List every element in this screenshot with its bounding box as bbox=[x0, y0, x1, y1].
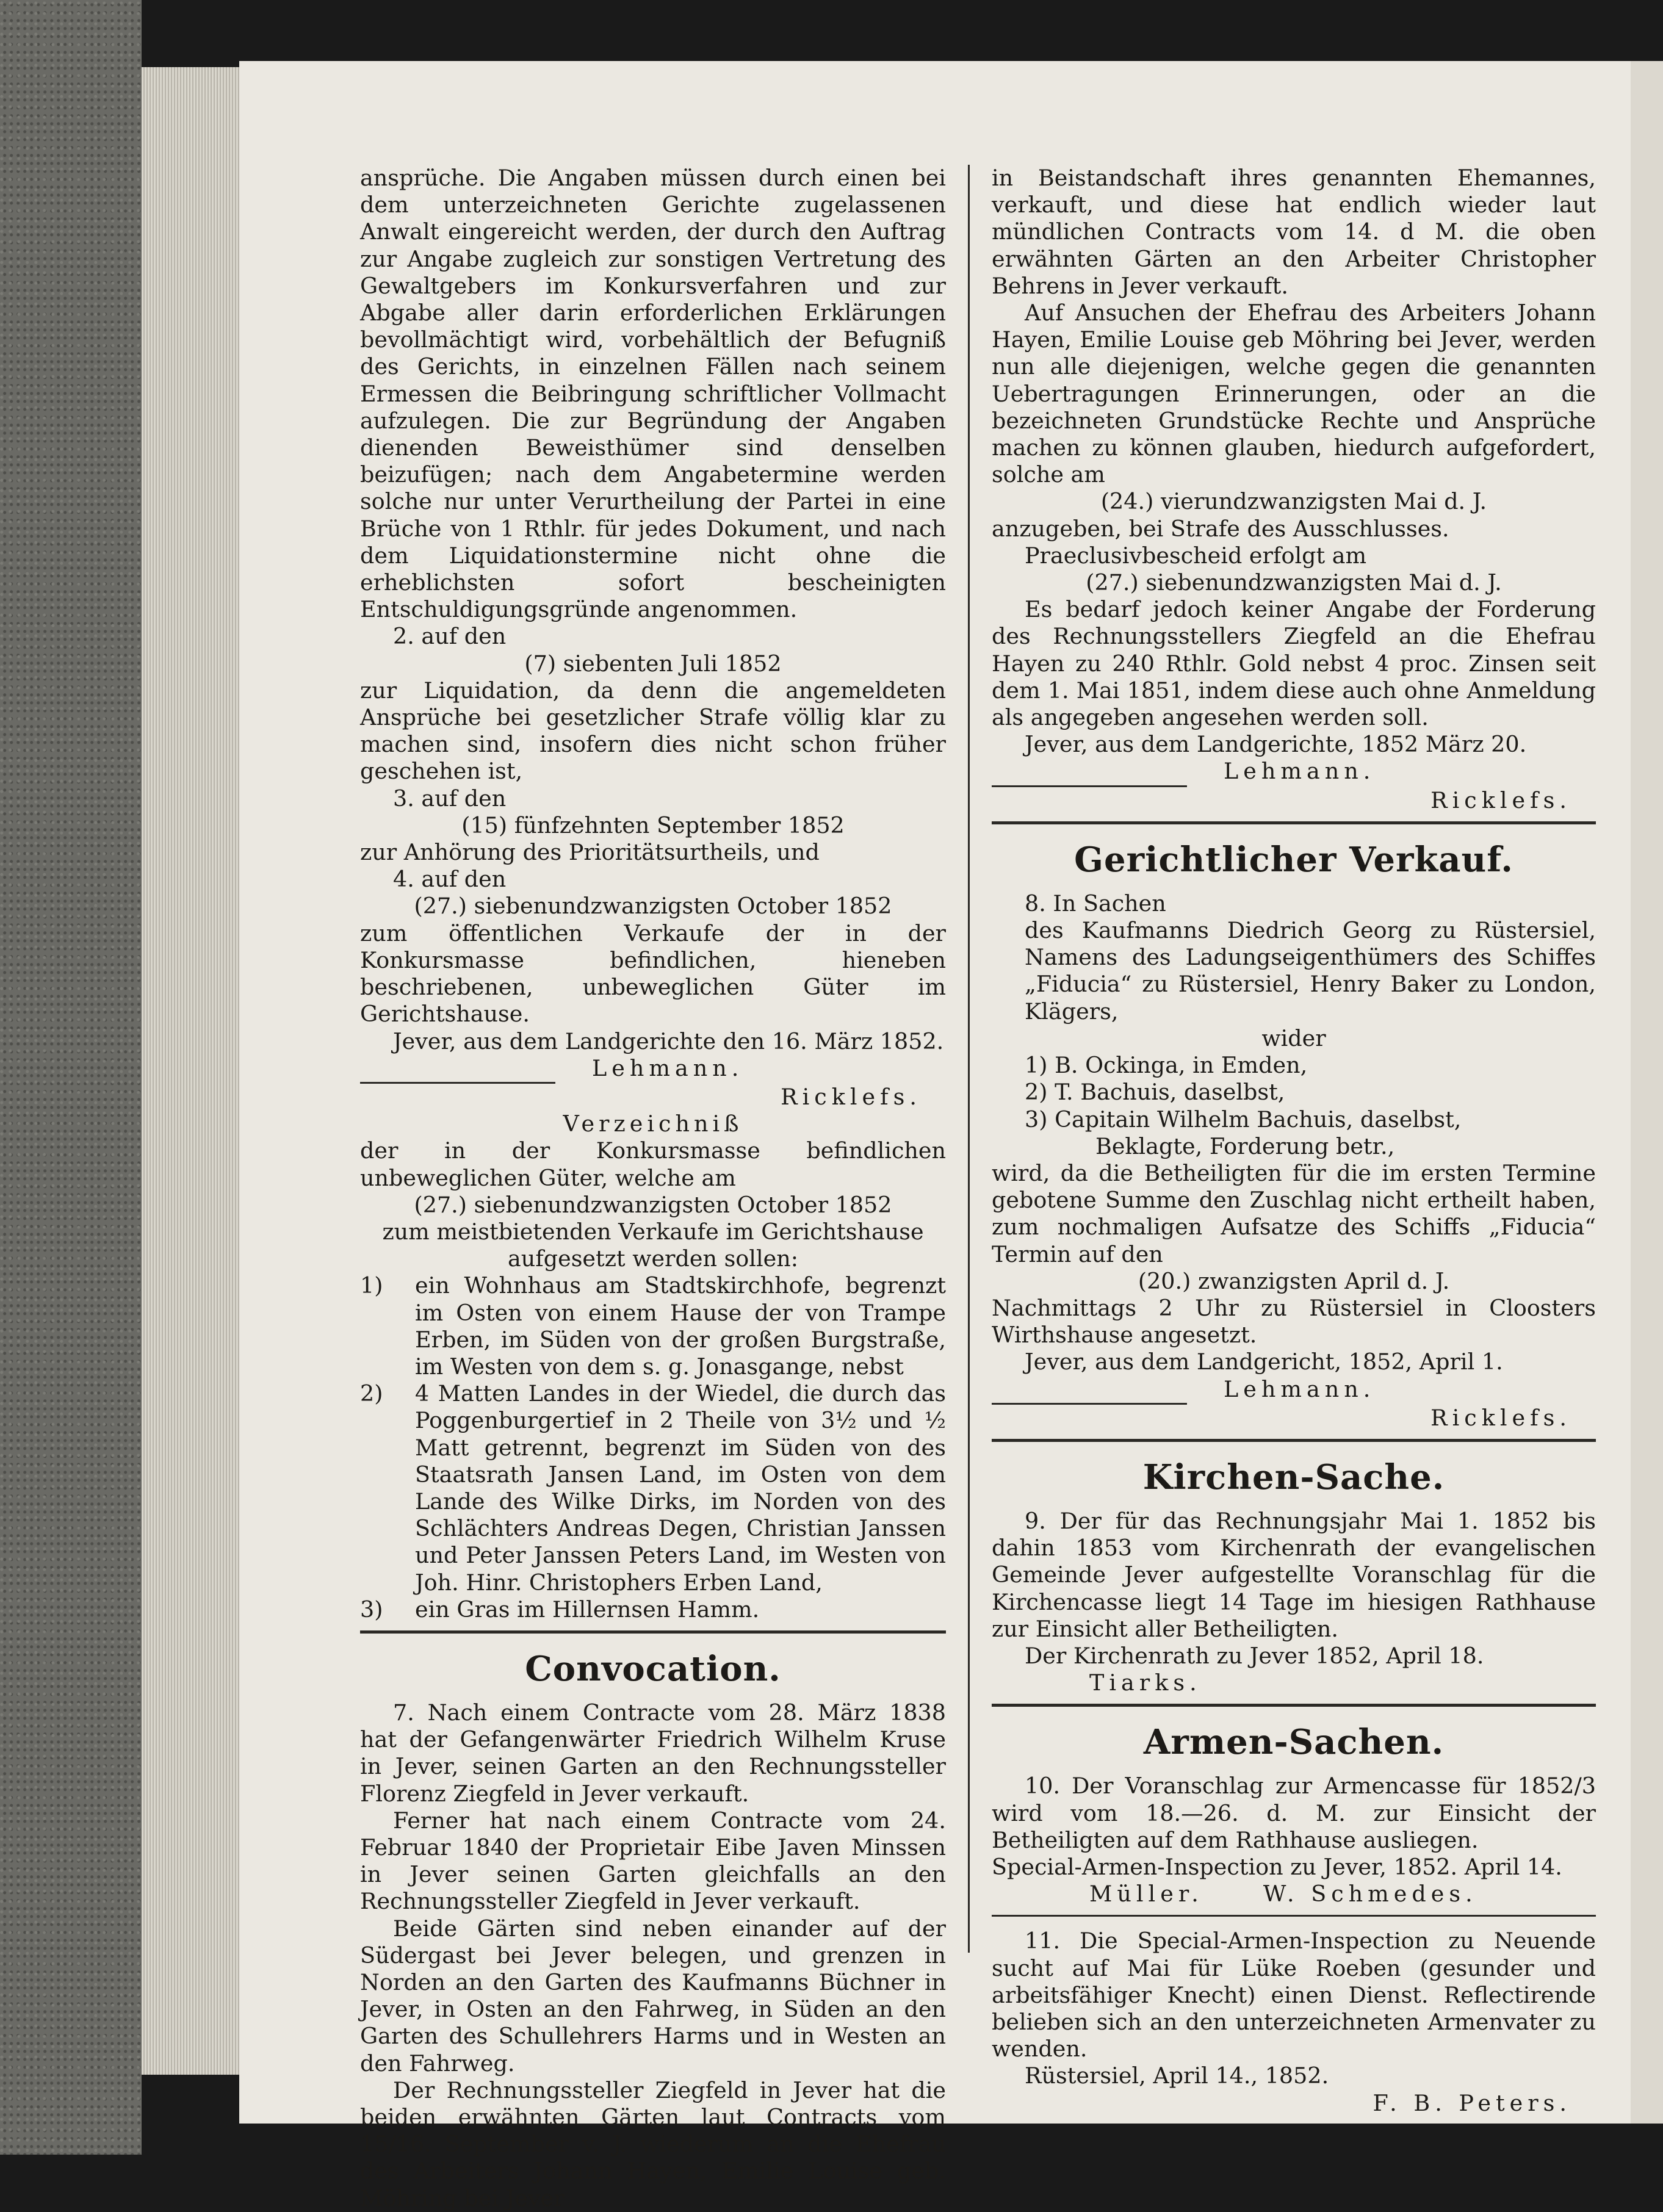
date-line: (7) siebenten Juli 1852 bbox=[524, 650, 782, 677]
text-paragraph: wird, da die Betheiligten für die im ersten Termine gebotene Summe den Zuschlag nicht ertheilt haben, zum nochmaligen Aufsatze des Schiffs „Fiducia“ Termin auf den bbox=[992, 1159, 1596, 1267]
section-divider bbox=[992, 821, 1596, 824]
list-item: 3) ein Gras im Hillernsen Hamm. bbox=[360, 1596, 760, 1623]
text-paragraph: des Kaufmanns Diedrich Georg zu Rüstersiel, Namens des Ladungseigenthümers des Schiffes „Fiducia“ zu Rüstersiel, Henry Baker zu London, Klägers, bbox=[1025, 917, 1596, 1025]
defendant-line: 2) T. Bachuis, daselbst, bbox=[1025, 1079, 1285, 1106]
text-paragraph: Nachmittags 2 Uhr zu Rüstersiel in Cloosters Wirthshause angesetzt. bbox=[992, 1294, 1596, 1349]
text-line: wider bbox=[1261, 1025, 1326, 1051]
date-line: (27.) siebenundzwanzigsten October 1852 bbox=[414, 1191, 892, 1218]
left-column bbox=[360, 165, 946, 2212]
text-paragraph: Auf Ansuchen der Ehefrau des Arbeiters Johann Hayen, Emilie Louise geb Möhring bei Jever, werden nun alle diejenigen, welche gegen die genannten Uebertragungen Erinnerungen, oder an die bezeichneten Grundstücke Rechte und Ansprüche machen zu können glauben, hiedurch aufgefordert, solche am bbox=[992, 300, 1596, 488]
section-divider bbox=[992, 1439, 1596, 1442]
text-line: Special-Armen-Inspection zu Jever, 1852. April 14. bbox=[992, 1853, 1562, 1880]
text-paragraph: Es bedarf jedoch keiner Angabe der Forderung des Rechnungsstellers Ziegfeld an die Ehefrau Hayen zu 240 Rthlr. Gold nebst 4 proc. Zinsen seit dem 1. Mai 1851, indem diese auch ohne Anmeldung als angegeben angesehen werden soll. bbox=[992, 596, 1596, 731]
text-line: 2. auf den bbox=[393, 623, 507, 650]
text-paragraph: in Beistandschaft ihres genannten Ehemannes, verkauft, und diese hat endlich wieder laut mündlichen Contracts vom 14. d M. die oben erwähnten Gärten an den Arbeiter Christopher Behrens in Jever verkauft. bbox=[992, 165, 1596, 299]
signature: Lehmann. bbox=[1224, 1375, 1376, 1402]
right-column bbox=[992, 165, 1596, 2117]
text-paragraph: zum meistbietenden Verkaufe im Gerichtshause aufgesetzt werden sollen: bbox=[382, 1218, 924, 1272]
signature: Lehmann. bbox=[592, 1054, 744, 1081]
text-paragraph: ansprüche. Die Angaben müssen durch einen bei dem unterzeichneten Gerichte zugelassenen Anwalt eingereicht werden, der durch den Auftrag zur Angabe zugleich zur sonstigen Vertretung des Gewaltgebers im Konkursverfahren und zur Abgabe aller darin erforderlichen Erklärungen bevollmächtigt wird, vorbehältlich der Befugniß des Gerichts, in einzelnen Fällen nach seinem Ermessen die Beibringung schriftlicher Vollmacht aufzulegen. Die zur Begründung der Angaben dienenden Beweisthümer sind denselben beizufügen; nach dem Angabetermine werden solche nur unter Verurtheilung der Partei in eine Brüche von 1 Rthlr. für jedes Dokument, und nach dem Liquidationstermine nicht ohne die erheblichsten sofort bescheinigten Entschuldigungsgründe angenommen. bbox=[360, 165, 946, 623]
text-line: anzugeben, bei Strafe des Ausschlusses. bbox=[992, 515, 1449, 542]
place-date-line: Jever, aus dem Landgerichte, 1852 März 20. bbox=[1025, 731, 1527, 758]
section-divider bbox=[360, 1630, 946, 1634]
signature: Ricklefs. bbox=[1430, 1404, 1571, 1431]
text-line: Der Kirchenrath zu Jever 1852, April 18. bbox=[1025, 1642, 1484, 1669]
text-line: Beklagte, Forderung betr., bbox=[1095, 1133, 1395, 1159]
book-binding bbox=[0, 0, 142, 2155]
text-line: 8. In Sachen bbox=[1025, 890, 1166, 917]
text-paragraph: 9. Der für das Rechnungsjahr Mai 1. 1852 bis dahin 1853 vom Kirchenrath der evangelischen Gemeinde Jever aufgestellte Voranschlag für die Kirchencasse liegt 14 Tage im hiesigen Rathhause zur Einsicht aller Betheiligten. bbox=[992, 1507, 1596, 1642]
signature: Tiarks. bbox=[1089, 1670, 1202, 1696]
text-paragraph: zur Liquidation, da denn die angemeldeten Ansprüche bei gesetzlicher Strafe völlig klar zu machen sind, insofern dies nicht schon früher geschehen ist, bbox=[360, 677, 946, 785]
text-paragraph: Der Rechnungssteller Ziegfeld in Jever hat die beiden erwähnten Gärten laut Contracts vom 15/16. September v. J. wiederum an die Ehefrau des Arbeiters Johann Hayen, Emilie Louise geb. Möhring bei Jever bbox=[360, 2077, 946, 2211]
column-divider bbox=[968, 165, 970, 1953]
heading-gerichtlicher-verkauf: Gerichtlicher Verkauf. bbox=[1074, 839, 1513, 880]
text-paragraph: 10. Der Voranschlag zur Armencasse für 1852/3 wird vom 18.—26. d. M. zur Einsicht der Betheiligten auf dem Rathhause ausliegen. bbox=[992, 1773, 1596, 1853]
text-paragraph: 7. Nach einem Contracte vom 28. März 1838 hat der Gefangenwärter Friedrich Wilhelm Kruse in Jever, seinen Garten an den Rechnungssteller Florenz Ziegfeld in Jever verkauft. bbox=[360, 1699, 946, 1807]
text-paragraph: Ferner hat nach einem Contracte vom 24. Februar 1840 der Proprietair Eibe Javen Minssen in Jever seinen Garten gleichfalls an den Rechnungssteller Ziegfeld in Jever verkauft. bbox=[360, 1807, 946, 1915]
page-edges bbox=[142, 67, 239, 2075]
text-paragraph: der in der Konkursmasse befindlichen unbeweglichen Güter, welche am bbox=[360, 1137, 946, 1191]
place-date-line: Jever, aus dem Landgericht, 1852, April 1. bbox=[1025, 1349, 1503, 1375]
text-line: 4. auf den bbox=[393, 866, 507, 893]
date-line: (24.) vierundzwanzigsten Mai d. J. bbox=[1100, 488, 1487, 515]
section-divider bbox=[992, 1704, 1596, 1707]
signature: Müller. W. Schmedes. bbox=[1089, 1881, 1477, 1908]
signature: F. B. Peters. bbox=[1373, 2089, 1571, 2116]
text-paragraph: zum öffentlichen Verkaufe der in der Konkursmasse befindlichen, hieneben beschriebenen, unbeweglichen Güter im Gerichtshause. bbox=[360, 920, 946, 1028]
defendant-line: 1) B. Ockinga, in Emden, bbox=[1025, 1052, 1308, 1079]
date-line: (27.) siebenundzwanzigsten October 1852 bbox=[414, 893, 892, 920]
text-line: Praeclusivbescheid erfolgt am bbox=[1025, 542, 1367, 569]
text-paragraph: Beide Gärten sind neben einander auf der Südergast bei Jever belegen, und grenzen in Norden an den Garten des Kaufmanns Büchner in Jever, in Osten an den Fahrweg, in Süden an den Garten des Schullehrers Harms und in Westen an den Fahrweg. bbox=[360, 1915, 946, 2077]
heading-convocation: Convocation. bbox=[525, 1648, 781, 1689]
section-title: Verzeichniß bbox=[563, 1111, 743, 1137]
list-item: 1) ein Wohnhaus am Stadtskirchhofe, begrenzt im Osten von einem Hause der von Trampe Erben, im Süden von der großen Burgstraße, im Westen von dem s. g. Jonasgange, nebst bbox=[360, 1272, 946, 1380]
next-page-edge bbox=[1631, 61, 1663, 2124]
heading-kirchen-sache: Kirchen-Sache. bbox=[1142, 1457, 1445, 1497]
date-line: (15) fünfzehnten September 1852 bbox=[461, 812, 845, 838]
text-line: 3. auf den bbox=[393, 785, 507, 812]
place-date-line: Jever, aus dem Landgerichte den 16. März 1852. bbox=[393, 1028, 944, 1054]
signature: Ricklefs. bbox=[781, 1083, 922, 1110]
list-item: 2) 4 Matten Landes in der Wiedel, die durch das Poggenburgertief in 2 Theile von 3½ und ½ Matt getrennt, begrenzt im Süden von des Staatsrath Jansen Land, im Osten von dem Lande des Wilke Dirks, im Norden von des Schlächters Andreas Degen, Christian Janssen und Peter Janssen Peters Land, im Westen von Joh. Hinr. Christophers Erben Land, bbox=[360, 1380, 946, 1596]
date-line: (27.) siebenundzwanzigsten Mai d. J. bbox=[1086, 569, 1502, 596]
signature: Ricklefs. bbox=[1430, 787, 1571, 813]
place-date-line: Rüstersiel, April 14., 1852. bbox=[1025, 2062, 1329, 2089]
text-line: zur Anhörung des Prioritätsurtheils, und bbox=[360, 839, 820, 866]
signature: Lehmann. bbox=[1224, 758, 1376, 785]
heading-armen-sachen: Armen-Sachen. bbox=[1143, 1722, 1445, 1763]
date-line: (20.) zwanzigsten April d. J. bbox=[1138, 1267, 1450, 1294]
defendant-line: 3) Capitain Wilhelm Bachuis, daselbst, bbox=[1025, 1106, 1462, 1133]
text-paragraph: 11. Die Special-Armen-Inspection zu Neuende sucht auf Mai für Lüke Roeben (gesunder und arbeitsfähiger Knecht) einen Dienst. Reflectirende belieben sich an den unterzeichneten Armenvater zu wenden. bbox=[992, 1928, 1596, 2062]
separator-rule bbox=[992, 1915, 1596, 1917]
